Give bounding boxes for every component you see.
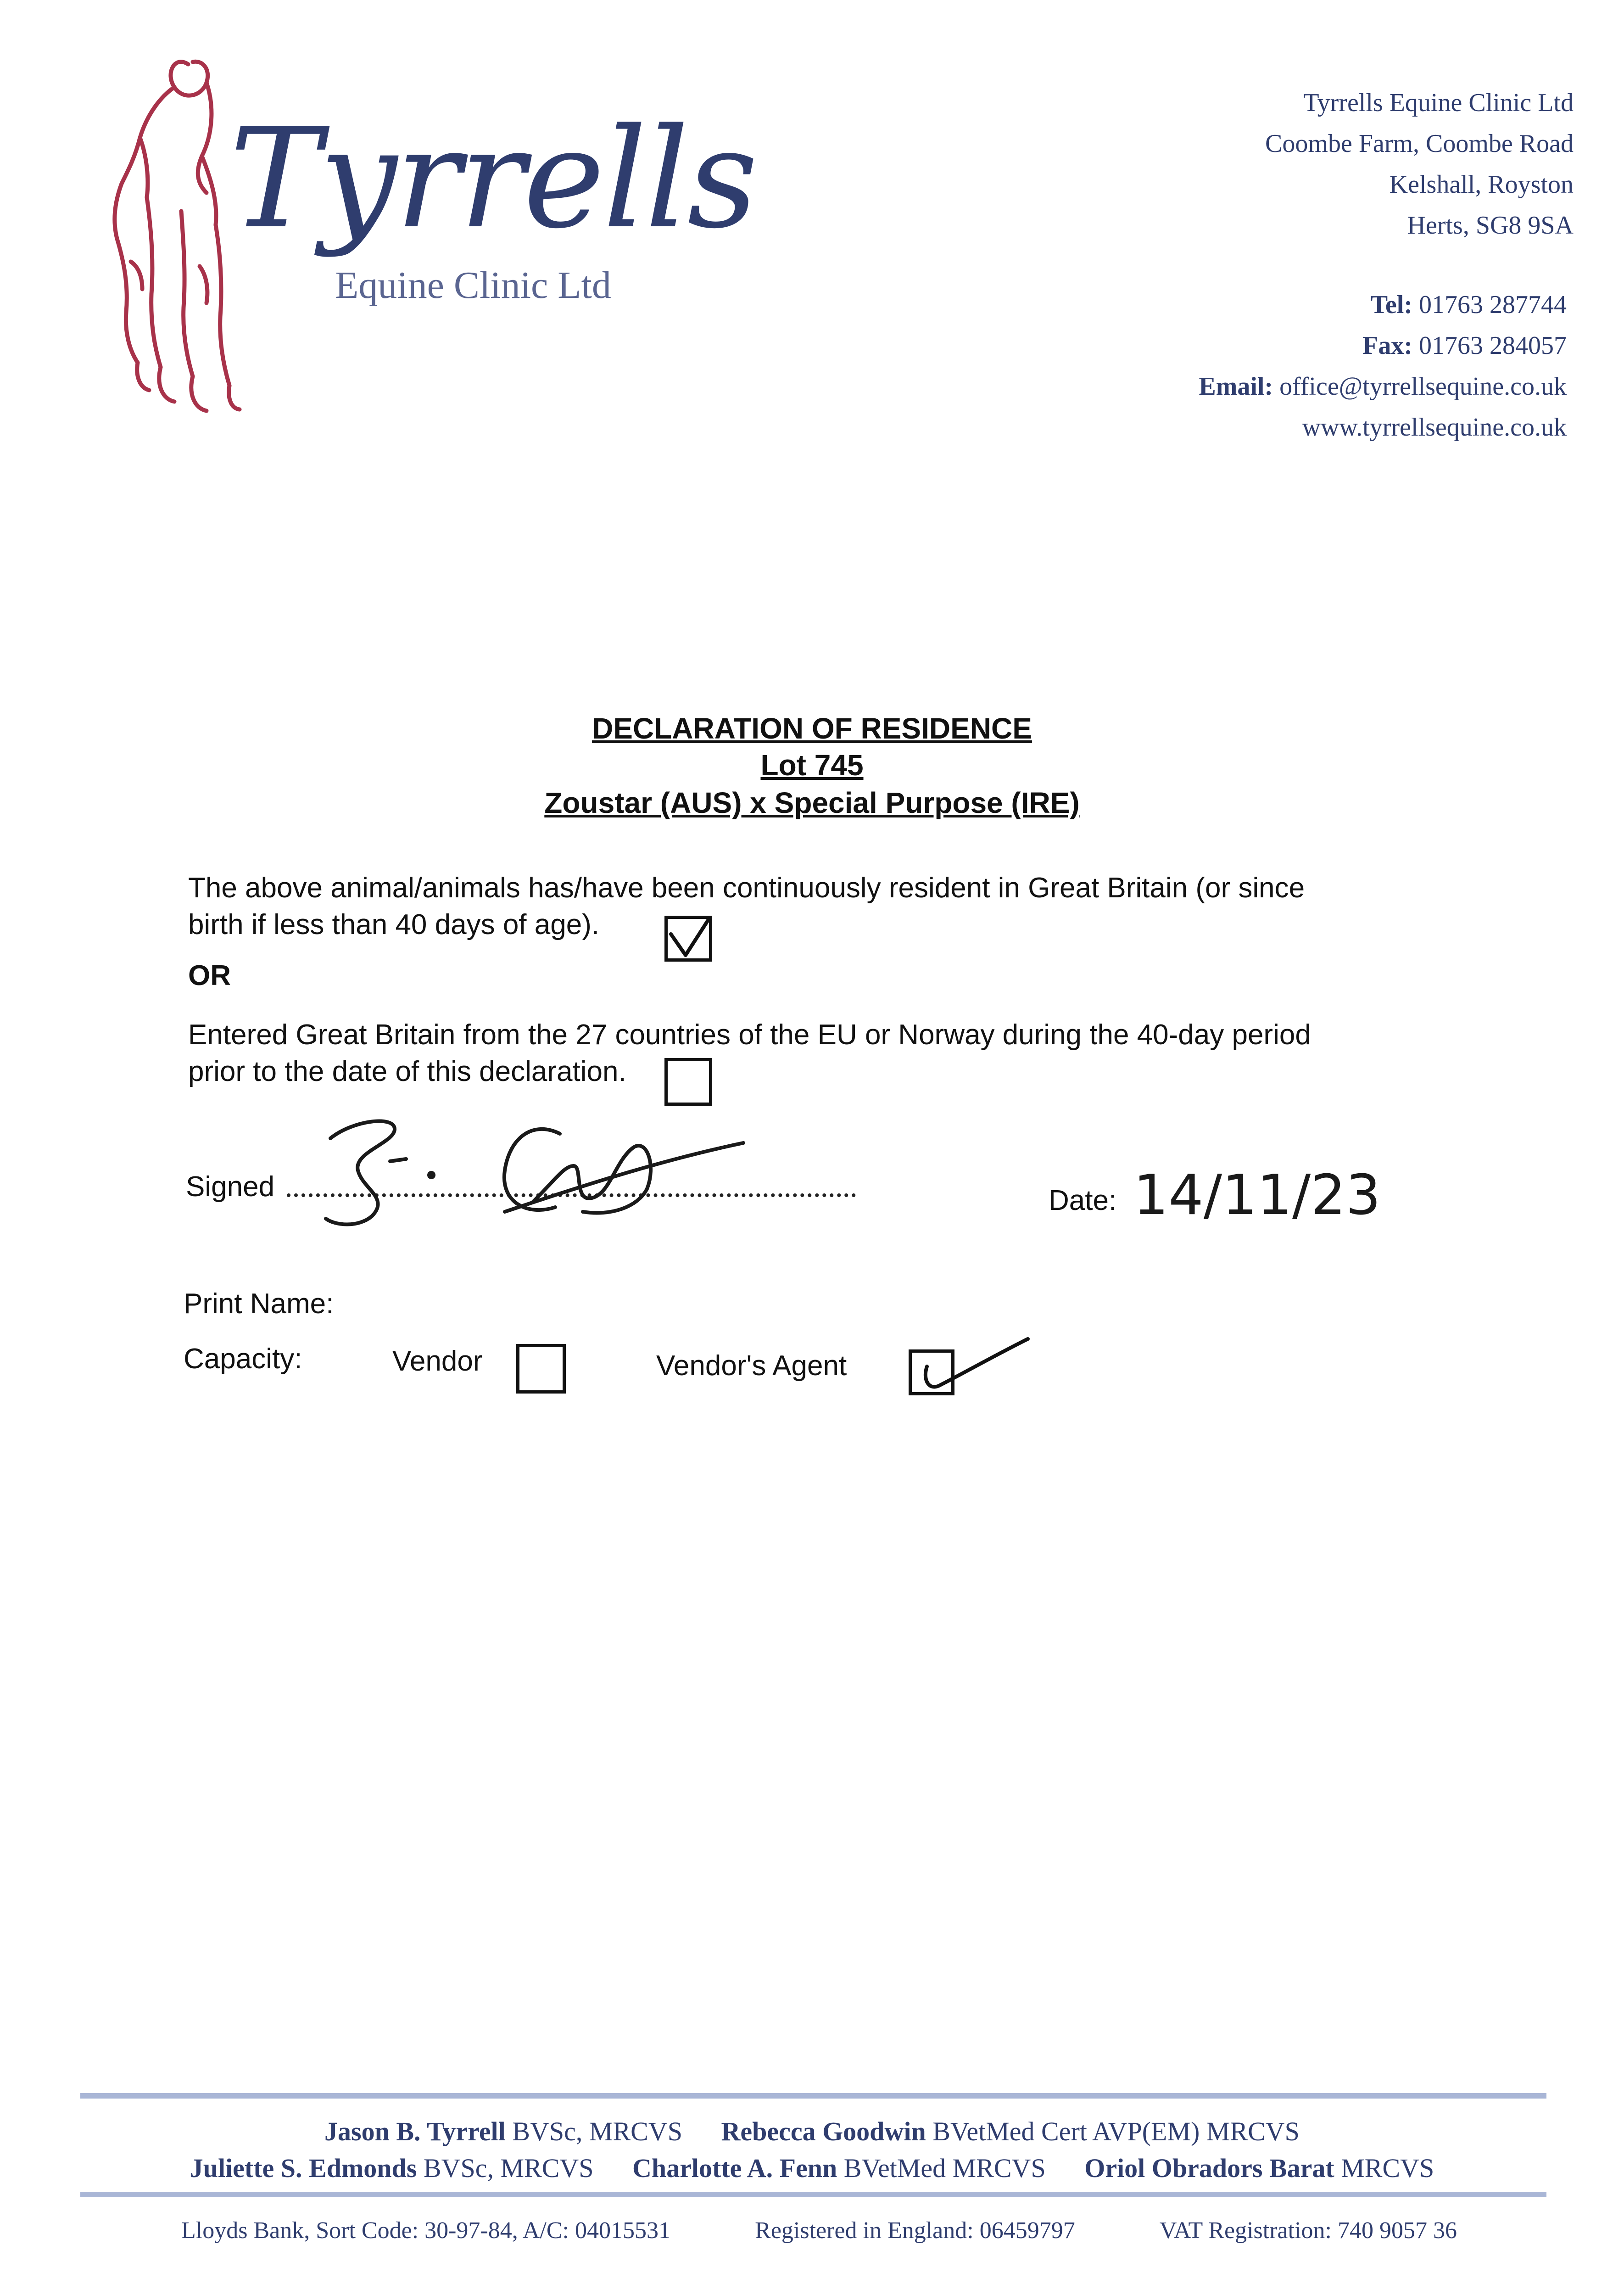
email-label: Email: <box>1199 372 1273 401</box>
vet-name: Oriol Obradors Barat <box>1084 2153 1334 2183</box>
tel-label: Tel: <box>1370 291 1412 319</box>
option1-checkbox[interactable] <box>664 916 712 962</box>
vets-row-1 <box>0 2118 1624 2145</box>
capacity-label: Capacity: <box>184 1343 302 1375</box>
clinic-logo <box>96 46 756 422</box>
or-label: OR <box>188 960 231 991</box>
vet-quals: BVSc, MRCVS <box>423 2153 594 2183</box>
registration-number: Registered in England: 06459797 <box>755 2217 1075 2244</box>
tel-line <box>970 285 1567 325</box>
footer-rule-top <box>80 2093 1546 2099</box>
fax-line <box>970 325 1567 366</box>
option1-line2: birth if less than 40 days of age). <box>188 909 600 940</box>
vendor-label: Vendor <box>392 1345 483 1377</box>
email-address[interactable]: office@tyrrellsequine.co.uk <box>1279 372 1567 401</box>
vet-quals: BVetMed MRCVS <box>843 2153 1046 2183</box>
logo-subtitle: Equine Clinic Ltd <box>335 264 611 307</box>
pedigree: Zoustar (AUS) x Special Purpose (IRE) <box>544 786 1080 819</box>
lot-number: Lot 745 <box>760 749 864 782</box>
company-details <box>181 2217 1457 2244</box>
option2-line1: Entered Great Britain from the 27 countries of the EU or Norway during the 40-day period <box>188 1019 1311 1051</box>
vet-name: Jason B. Tyrrell <box>324 2116 506 2146</box>
logo-wordmark: Tyrrells <box>229 99 756 259</box>
address-line: Herts, SG8 9SA <box>1407 211 1574 240</box>
footer-rule-bottom <box>80 2192 1546 2197</box>
vet-quals: MRCVS <box>1341 2153 1434 2183</box>
vendors-agent-checkbox[interactable] <box>909 1349 954 1395</box>
vet-name: Juliette S. Edmonds <box>190 2153 417 2183</box>
fax-label: Fax: <box>1362 331 1412 360</box>
clinic-contact <box>970 285 1567 448</box>
option1-text <box>188 870 1427 943</box>
declaration-title: DECLARATION OF RESIDENCE <box>592 712 1032 745</box>
vet-quals: BVetMed Cert AVP(EM) MRCVS <box>932 2116 1300 2146</box>
bank-details: Lloyds Bank, Sort Code: 30-97-84, A/C: 04015531 <box>181 2217 670 2244</box>
tel-number: 01763 287744 <box>1419 291 1567 319</box>
fax-number: 01763 284057 <box>1419 331 1567 360</box>
website-link[interactable]: www.tyrrellsequine.co.uk <box>1302 413 1567 442</box>
handwritten-signature <box>317 1111 753 1230</box>
print-name-label: Print Name: <box>184 1288 334 1320</box>
clinic-address <box>1069 83 1574 246</box>
vets-row-2 <box>0 2155 1624 2182</box>
address-line: Tyrrells Equine Clinic Ltd <box>1303 89 1574 117</box>
vendor-checkbox[interactable] <box>516 1344 566 1394</box>
date-label: Date: <box>1049 1185 1117 1216</box>
signed-label: Signed <box>186 1171 275 1203</box>
option2-text <box>188 1017 1427 1090</box>
address-line: Kelshall, Royston <box>1389 170 1574 199</box>
date-value: 14/11/23 <box>1133 1164 1381 1227</box>
horse-logo-icon <box>96 46 243 422</box>
checkmark-icon <box>664 916 712 962</box>
email-line <box>970 366 1567 407</box>
address-line: Coombe Farm, Coombe Road <box>1265 129 1574 158</box>
vet-name: Rebecca Goodwin <box>721 2116 926 2146</box>
option2-line2: prior to the date of this declaration. <box>188 1056 626 1087</box>
checkmark-icon <box>909 1330 1046 1394</box>
vat-registration: VAT Registration: 740 9057 36 <box>1159 2217 1457 2244</box>
vet-name: Charlotte A. Fenn <box>632 2153 837 2183</box>
option2-checkbox[interactable] <box>664 1058 712 1106</box>
option1-line1: The above animal/animals has/have been continuously resident in Great Britain (or since <box>188 872 1305 904</box>
vendors-agent-label: Vendor's Agent <box>656 1350 847 1382</box>
vet-quals: BVSc, MRCVS <box>512 2116 682 2146</box>
